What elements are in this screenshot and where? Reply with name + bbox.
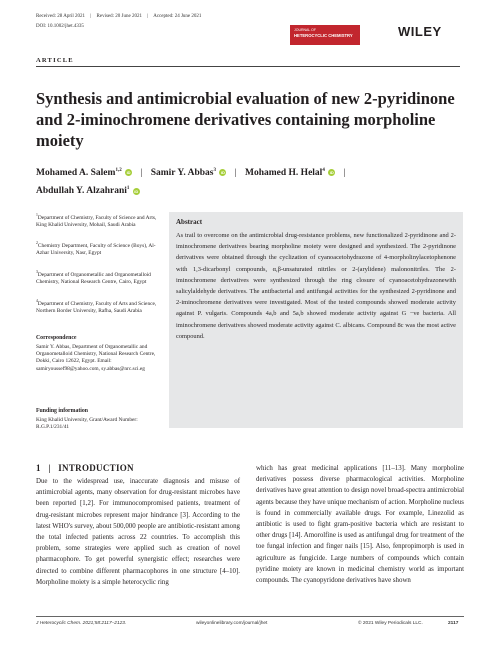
- abstract-heading: Abstract: [176, 218, 203, 226]
- journal-logo: [290, 25, 360, 45]
- orcid-icon[interactable]: iD: [329, 170, 334, 176]
- abstract-text: As trail to overcome on the antimicrobial drug-resistance problems, new functionalized 2-pyridinone and 2-iminochromene derivatives bearing morpholine moiety were designed and synthesized. The 2-pyridinone derivatives were obtained through the cyclization of cyanoacetohydrazone of 4-morpholinylacetophenone with 1,3-dicarbonyl compounds, α,β-unsaturated nitriles or 2-(arylidene) malononitriles. The 2-iminochromene derivatives were synthesized through the ring closure of cyanoacetohydrazonewith salicylaldehyde derivatives. The antibacterial and antifungal activities for the synthesized 2-pyridinone and 2-iminochromene derivatives were investigated. Most of the tested compounds showed moderate activity against P. vulgaris. Compounds 4a,b and 5a,b showed moderate activity against G −ve bacteria. All iminochromene derivatives showed moderate activity against C. albicans. Compound 8c was the most active compound.: [176, 232, 456, 340]
- orcid-icon[interactable]: iD: [126, 170, 131, 176]
- journal-logo-small: JOURNAL OF: [294, 28, 317, 32]
- revised-date: Revised: 20 June 2021: [96, 14, 142, 19]
- accepted-date: Accepted: 24 June 2021: [153, 14, 202, 19]
- section-number: 1: [36, 463, 41, 473]
- author-4[interactable]: Abdullah Y. Alzahrani$^1$: [36, 186, 130, 197]
- correspondence-text: Samir Y. Abbas, Department of Organometallic and Organometalloid Chemistry, National Research Centre, Dokki, Cairo 12622, Egypt. Email: samiryoussef98@yahoo.com, sy.abbas@nrc.sci.eg: [36, 344, 156, 372]
- section-title: INTRODUCTION: [58, 463, 134, 473]
- intro-left-column: Due to the widespread use, inaccurate diagnosis and misuse of antimicrobial agents, many observation for drug-resistant microbes have been reported [1,2]. For immunocompromised patients, treatment of drug-resistant microbes represent major hindrance [3]. According to the latest WHO's survey, about 500,000 people are antibiotic-resistant among the total infected patients across 22 countries. To accomplish this problem, some strategies were applied such as creation of novel pharmacophore. To get powerful synergistic effect; researches were directed to combine different pharmacophores in one structure [4–10]. Morpholine moiety is a simple heterocyclic ring: [36, 478, 240, 586]
- correspondence-heading: Correspondence: [36, 335, 77, 341]
- footer-copyright: © 2021 Wiley Periodicals LLC.: [358, 621, 423, 626]
- article-type-label: ARTICLE: [36, 57, 74, 64]
- author-1[interactable]: Mohamed A. Salem$^{1,2}$: [36, 168, 122, 179]
- doi[interactable]: DOI: 10.1002/jhet.4335: [36, 24, 84, 29]
- intro-right-column: which has great medicinal applications [11–13]. Many morpholine derivatives possess diverse pharmacological activities. Morpholine derivatives have great attention to design novel broad-spectra antimicrobial agents because they have unique mechanism of action. Morpholine nucleus is found in commercially available drugs. For example, Linezolid as antibiotic is used to fight gram-positive bacteria which are resistant to other drugs [14]. Amorolfine is used as antifungal drug for treatment of the toe fungal infection and finger nails [15]. Also, fenpropimorph is used in agriculture as fungicide. Large numbers of compounds which contain pyridine moiety are known in medicinal chemistry world as important compounds. The cyanopyridone derivatives have shown: [256, 465, 464, 585]
- footer-divider: [36, 616, 464, 617]
- author-list: Mohamed A. Salem$^{1,2}$ iD | Samir Y. Abbas$^3$ iD | Mohamed H. Helal$^4$ iD | Abdullah Y. Alzahrani$^1$ iD: [36, 168, 346, 197]
- header-divider: [36, 66, 460, 67]
- footer-url[interactable]: wileyonlinelibrary.com/journal/jhet: [196, 621, 268, 626]
- publisher-logo: WILEY: [398, 24, 442, 39]
- orcid-icon[interactable]: iD: [134, 188, 139, 194]
- affiliation-3: $^3$Department of Organometallic and Organometalloid Chemistry, National Research Centre, Cairo, Egypt: [36, 270, 151, 285]
- affiliation-1: $^1$Department of Chemistry, Faculty of Science and Arts, King Khalid University, Mohail, Saudi Arabia: [36, 213, 157, 228]
- received-date: Received: 28 April 2021: [36, 14, 86, 19]
- author-2[interactable]: Samir Y. Abbas$^3$: [150, 168, 216, 179]
- funding-heading: Funding information: [36, 408, 89, 414]
- funding-text: King Khalid University, Grant/Award Number: R.G.P.1/231/41: [36, 417, 138, 431]
- affiliation-4: $^4$Department of Chemistry, Faculty of Arts and Science, Northern Border University, Rafha, Saudi Arabia: [36, 299, 157, 314]
- article-dates: Received: 28 April 2021 | Revised: 20 June 2021 | Accepted: 24 June 2021: [36, 14, 202, 19]
- affiliation-2: $^2$Chemistry Department, Faculty of Science (Boys), Al-Azhar University, Nasr, Egypt: [36, 241, 156, 256]
- paper-title: Synthesis and antimicrobial evaluation of new 2-pyridinone and 2-iminochromene derivatives containing morpholine moiety: [36, 89, 455, 150]
- footer-citation: J Heterocyclic Chem. 2021;58:2117–2123.: [36, 621, 127, 626]
- author-3[interactable]: Mohamed H. Helal$^4$: [245, 168, 325, 179]
- page-number: 2117: [448, 621, 459, 626]
- section-heading: 1 | INTRODUCTION: [36, 463, 134, 473]
- journal-logo-name: HETEROCYCLIC CHEMISTRY: [294, 33, 353, 38]
- orcid-icon[interactable]: iD: [220, 170, 225, 176]
